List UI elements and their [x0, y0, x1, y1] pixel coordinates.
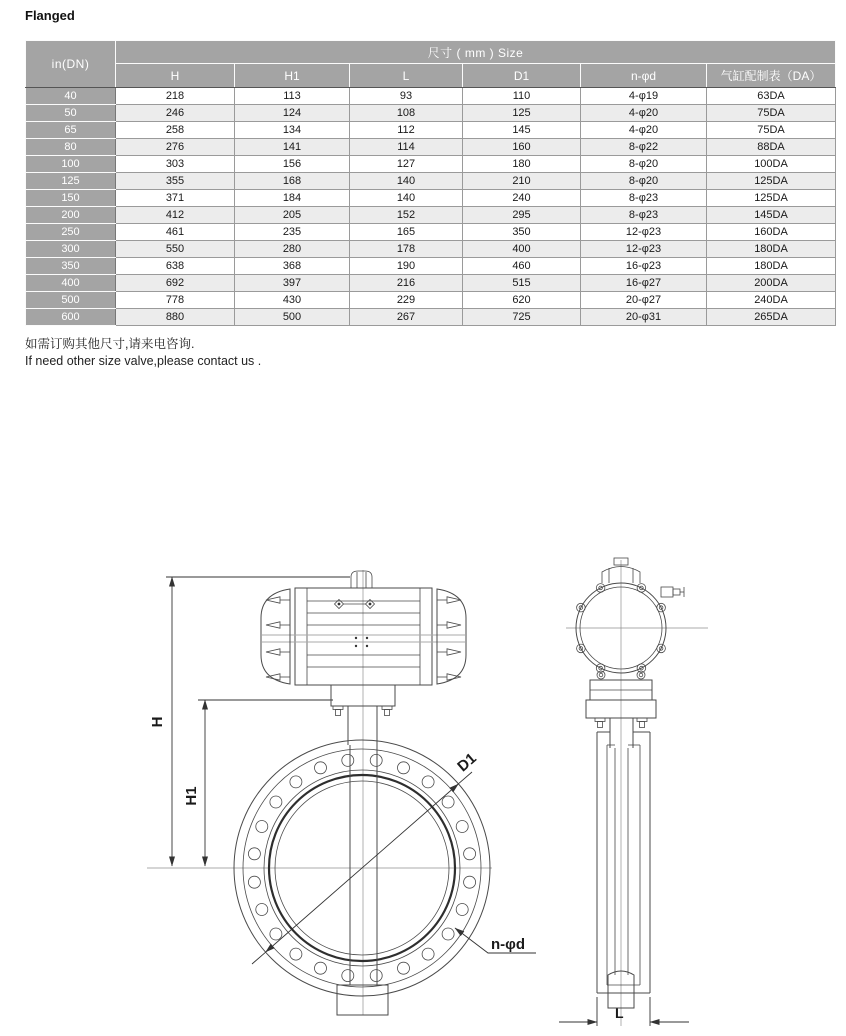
size-cell: 880 [116, 309, 235, 326]
size-cell: 16-φ23 [581, 258, 707, 275]
size-cell: 725 [463, 309, 581, 326]
dn-cell: 350 [26, 258, 116, 275]
dn-cell: 200 [26, 207, 116, 224]
size-cell: 63DA [707, 88, 836, 105]
size-cell: 184 [235, 190, 350, 207]
size-cell: 108 [350, 105, 463, 122]
table-row [26, 275, 836, 292]
size-cell: 160DA [707, 224, 836, 241]
size-cell: 190 [350, 258, 463, 275]
size-cell: 8-φ20 [581, 173, 707, 190]
size-cell: 8-φ22 [581, 139, 707, 156]
indicator-cap [351, 571, 372, 588]
size-cell: 4-φ20 [581, 105, 707, 122]
size-cell: 461 [116, 224, 235, 241]
dn-cell: 65 [26, 122, 116, 139]
size-cell: 12-φ23 [581, 224, 707, 241]
dn-cell: 500 [26, 292, 116, 309]
dimension-h [149, 577, 350, 866]
table-row [26, 88, 836, 105]
size-cell: 240 [463, 190, 581, 207]
size-cell: 134 [235, 122, 350, 139]
size-cell: 620 [463, 292, 581, 309]
size-cell: 460 [463, 258, 581, 275]
dn-cell: 50 [26, 105, 116, 122]
technical-drawing [0, 556, 846, 1036]
size-cell: 141 [235, 139, 350, 156]
size-cell: 500 [235, 309, 350, 326]
dn-cell: 400 [26, 275, 116, 292]
actuator-right-cap [437, 589, 466, 684]
size-cell: 156 [235, 156, 350, 173]
table-row [26, 292, 836, 309]
dimension-table [25, 40, 836, 326]
dn-cell: 300 [26, 241, 116, 258]
table-row [26, 122, 836, 139]
size-cell: 295 [463, 207, 581, 224]
size-cell: 140 [350, 190, 463, 207]
size-cell: 152 [350, 207, 463, 224]
size-cell: 127 [350, 156, 463, 173]
size-cell: 125DA [707, 173, 836, 190]
side-view [559, 558, 708, 1026]
size-cell: 200DA [707, 275, 836, 292]
table-row [26, 309, 836, 326]
table-row [26, 173, 836, 190]
size-cell: 229 [350, 292, 463, 309]
size-cell: 216 [350, 275, 463, 292]
size-cell: 75DA [707, 122, 836, 139]
size-cell: 246 [116, 105, 235, 122]
size-cell: 355 [116, 173, 235, 190]
dimension-l [559, 997, 689, 1026]
col-header-h1: H1 [235, 64, 350, 88]
size-cell: 180 [463, 156, 581, 173]
dim-label-l: L [615, 1005, 624, 1021]
dn-cell: 250 [26, 224, 116, 241]
size-cell: 112 [350, 122, 463, 139]
size-cell: 303 [116, 156, 235, 173]
note-chinese: 如需订购其他尺寸,请来电咨询. [25, 337, 195, 351]
valve-body-profile [597, 732, 650, 1008]
size-cell: 267 [350, 309, 463, 326]
size-cell: 4-φ20 [581, 122, 707, 139]
dn-cell: 125 [26, 173, 116, 190]
size-cell: 400 [463, 241, 581, 258]
dn-cell: 40 [26, 88, 116, 105]
size-cell: 280 [235, 241, 350, 258]
dimension-d1 [252, 750, 480, 964]
dn-cell: 100 [26, 156, 116, 173]
bottom-boss [337, 985, 388, 1015]
table-row [26, 207, 836, 224]
size-cell: 93 [350, 88, 463, 105]
size-cell: 180DA [707, 258, 836, 275]
size-cell: 16-φ27 [581, 275, 707, 292]
size-cell: 412 [116, 207, 235, 224]
page-title: Flanged [25, 8, 75, 23]
size-cell: 12-φ23 [581, 241, 707, 258]
size-cell: 125 [463, 105, 581, 122]
size-cell: 20-φ27 [581, 292, 707, 309]
table-row [26, 241, 836, 258]
size-cell: 8-φ23 [581, 207, 707, 224]
col-header-h: H [116, 64, 235, 88]
group-header: 尺寸 ( mm ) Size [116, 41, 836, 64]
size-cell: 692 [116, 275, 235, 292]
valve-flange [234, 740, 536, 1015]
dimension-h1 [183, 700, 333, 866]
size-cell: 100DA [707, 156, 836, 173]
table-row [26, 156, 836, 173]
col-header-cylinder: 气缸配制表（DA） [707, 64, 836, 88]
col-header-nphid: n-φd [581, 64, 707, 88]
dn-cell: 600 [26, 309, 116, 326]
size-cell: 75DA [707, 105, 836, 122]
table-row [26, 139, 836, 156]
corner-header: in(DN) [26, 41, 116, 88]
actuator-end-view [576, 558, 684, 673]
size-cell: 4-φ19 [581, 88, 707, 105]
size-cell: 778 [116, 292, 235, 309]
size-cell: 265DA [707, 309, 836, 326]
size-cell: 368 [235, 258, 350, 275]
size-cell: 178 [350, 241, 463, 258]
size-cell: 165 [350, 224, 463, 241]
size-cell: 125DA [707, 190, 836, 207]
size-cell: 638 [116, 258, 235, 275]
size-cell: 397 [235, 275, 350, 292]
size-cell: 8-φ20 [581, 156, 707, 173]
size-cell: 168 [235, 173, 350, 190]
size-cell: 88DA [707, 139, 836, 156]
size-cell: 430 [235, 292, 350, 309]
note-english: If need other size valve,please contact us . [25, 354, 262, 368]
col-header-d1: D1 [463, 64, 581, 88]
size-cell: 258 [116, 122, 235, 139]
size-cell: 210 [463, 173, 581, 190]
table-row [26, 258, 836, 275]
front-view [147, 570, 536, 1015]
size-cell: 113 [235, 88, 350, 105]
size-cell: 160 [463, 139, 581, 156]
dim-label-h1: H1 [183, 786, 200, 806]
size-cell: 205 [235, 207, 350, 224]
pneumatic-actuator [261, 571, 466, 745]
table-row [26, 105, 836, 122]
size-cell: 371 [116, 190, 235, 207]
size-cell: 515 [463, 275, 581, 292]
size-cell: 218 [116, 88, 235, 105]
size-cell: 550 [116, 241, 235, 258]
table-row [26, 190, 836, 207]
size-cell: 235 [235, 224, 350, 241]
dn-cell: 80 [26, 139, 116, 156]
actuator-left-cap [261, 589, 290, 684]
size-cell: 110 [463, 88, 581, 105]
size-cell: 8-φ23 [581, 190, 707, 207]
dn-cell: 150 [26, 190, 116, 207]
air-fitting [661, 587, 684, 597]
size-cell: 114 [350, 139, 463, 156]
size-cell: 124 [235, 105, 350, 122]
table-row [26, 224, 836, 241]
size-table-body [26, 88, 836, 326]
dim-label-h: H [149, 716, 166, 728]
size-cell: 350 [463, 224, 581, 241]
size-cell: 276 [116, 139, 235, 156]
dim-label-d1: D1 [454, 749, 480, 776]
size-cell: 20-φ31 [581, 309, 707, 326]
col-header-l: L [350, 64, 463, 88]
size-cell: 140 [350, 173, 463, 190]
size-cell: 240DA [707, 292, 836, 309]
table-header [26, 41, 836, 88]
size-cell: 180DA [707, 241, 836, 258]
size-cell: 145 [463, 122, 581, 139]
label-n-phi-d: n-φd [491, 936, 526, 953]
size-cell: 145DA [707, 207, 836, 224]
